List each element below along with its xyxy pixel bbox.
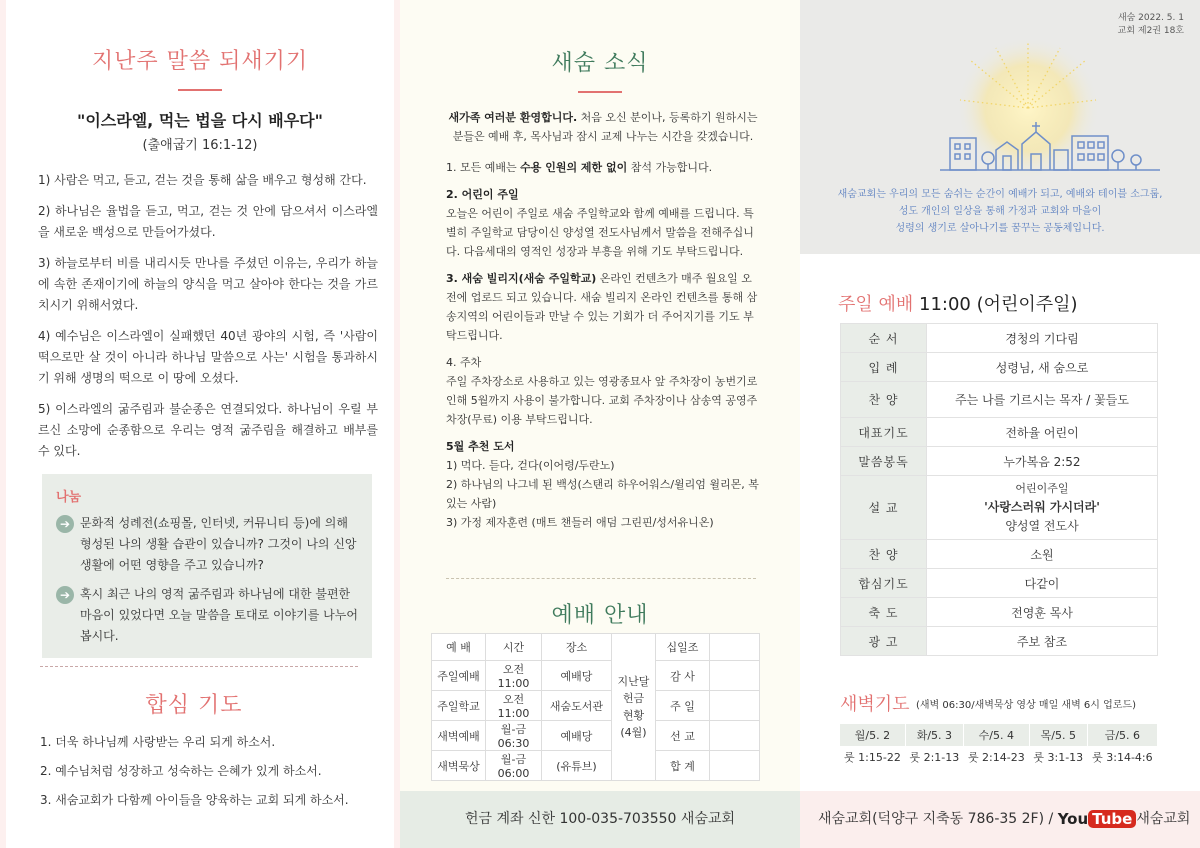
welcome-text: 처음 오신 분이나, 등록하기 원하시는 분들은 예배 후, 목사님과 잠시 교제 나누는 시간을 갖겠습니다. (452, 111, 758, 143)
news-body (446, 108, 760, 540)
day-header: 금/5. 6 (1087, 724, 1157, 746)
offering-amount (710, 721, 760, 751)
offering-amount (710, 661, 760, 691)
town-illustration-icon (800, 40, 1200, 180)
order-label: 광 고 (841, 627, 927, 656)
divider (446, 578, 756, 579)
prayer-item: 1. 더욱 하나님께 사랑받는 우리 되게 하소서. (40, 735, 276, 749)
share-box (42, 474, 372, 658)
offering-item: 합 계 (656, 751, 710, 781)
service-table (431, 633, 760, 781)
table-cell: 월-금 06:30 (486, 721, 542, 751)
prayer-list (40, 728, 370, 815)
day-header: 월/5. 2 (840, 724, 905, 746)
worship-order-table (840, 323, 1158, 656)
youtube-channel-name[interactable]: 새숨교회 (1136, 811, 1191, 827)
table-row (432, 691, 760, 721)
table-row (841, 382, 1158, 418)
church-address: 새숨교회(덕양구 지축동 786-35 2F) / (818, 811, 1054, 827)
book-list-heading: 5월 추천 도서 (446, 440, 515, 453)
recap-point: 3) 하늘로부터 비를 내리시듯 만나를 주셨던 이유는, 우리가 하늘에 속한 존재이기에 하늘의 양식을 먹고 살아야 한다는 것을 가르치시기 위해서였다. (38, 256, 378, 312)
arrow-right-icon: ➔ (56, 586, 74, 604)
issue-date: 새숨 2022. 5. 1 (1117, 13, 1184, 23)
table-row (840, 746, 1158, 768)
footer (800, 791, 1200, 848)
table-cell: 주일예배 (432, 661, 486, 691)
table-cell: 새숨도서관 (542, 691, 612, 721)
news-item (446, 158, 760, 177)
order-value: 누가복음 2:52 (927, 447, 1158, 476)
table-cell: 주일학교 (432, 691, 486, 721)
news-item-heading: 2. 어린이 주일 (446, 188, 519, 201)
scripture-cell: 룻 2:1-13 (905, 746, 963, 768)
table-row (841, 476, 1158, 540)
youtube-logo-tube: Tube (1088, 810, 1136, 828)
order-label: 말씀봉독 (841, 447, 927, 476)
offering-item: 십일조 (656, 634, 710, 661)
table-row (841, 447, 1158, 476)
table-row (432, 751, 760, 781)
welcome-note (446, 108, 760, 146)
divider (40, 666, 358, 667)
share-question: 문화적 성례전(쇼핑몰, 인터넷, 커뮤니티 등)에 의해 형성된 나의 생활 습관이 있습니까? 그것이 나의 신앙생활에 어떤 영향을 주고 있습니까? (80, 516, 357, 572)
issue-number: 교회 제2권 18호 (1117, 26, 1184, 36)
book-list (446, 437, 760, 532)
table-header-row (840, 724, 1158, 746)
worship-time: 11:00 (어린이주일) (913, 294, 1078, 315)
order-label: 합심기도 (841, 569, 927, 598)
scripture-cell: 룻 2:14-23 (963, 746, 1029, 768)
table-cell: 오전 11:00 (486, 661, 542, 691)
order-value: 전영훈 목사 (927, 598, 1158, 627)
dawn-prayer-table (840, 724, 1158, 768)
table-row (841, 324, 1158, 353)
recap-point: 2) 하나님은 율법을 듣고, 먹고, 걷는 것 안에 담으셔서 이스라엘을 새로운 백성으로 만들어가셨다. (38, 204, 378, 239)
news-item-body: 주일 주차장소로 사용하고 있는 영광종묘사 앞 주차장이 농번기로 인해 5월까지 사용이 불가합니다. 교회 주차장이나 삼송역 공영주차장(무료) 이용 부탁드립니다. (446, 375, 758, 426)
order-value: 소원 (927, 540, 1158, 569)
share-item (56, 513, 358, 576)
order-value: 다같이 (927, 569, 1158, 598)
sermon-occasion: 어린이주일 (1015, 482, 1069, 495)
offering-amount (710, 691, 760, 721)
youtube-logo-you: You (1057, 809, 1089, 828)
table-row (432, 721, 760, 751)
day-header: 수/5. 4 (963, 724, 1029, 746)
day-header: 목/5. 5 (1029, 724, 1087, 746)
scripture-reference: (출애굽기 16:1-12) (142, 138, 258, 153)
table-header-row (432, 634, 760, 661)
order-label: 설 교 (841, 476, 927, 540)
book-item: 3) 가정 제자훈련 (매트 챈들러 애덤 그린핀/성서유니온) (446, 516, 714, 529)
order-label: 찬 양 (841, 382, 927, 418)
news-item-body: 온라인 컨텐츠가 매주 월요일 오전에 업로드 되고 있습니다. 새숨 빌리지 온라인 컨텐츠를 통해 삼송지역의 어린이들과 만날 수 있는 기회가 더 주어지기를 기도 부탁드립니다. (446, 272, 758, 342)
table-cell: 월-금 06:00 (486, 751, 542, 781)
news-item (446, 269, 760, 345)
order-value: 주보 참조 (927, 627, 1158, 656)
offering-item: 감 사 (656, 661, 710, 691)
news-item (446, 185, 760, 261)
news-item-heading: 4. 주차 (446, 356, 482, 369)
book-item: 1) 먹다. 듣다, 걷다(이어령/두란노) (446, 459, 615, 472)
table-row (841, 627, 1158, 656)
offering-label: 지난달 헌금 현황 (4월) (612, 634, 656, 781)
news-text: 1. 모든 예배는 (446, 161, 521, 174)
dawn-prayer-note: (새벽 06:30/새벽묵상 영상 매일 새벽 6시 업로드) (916, 700, 1136, 711)
offering-item: 주 일 (656, 691, 710, 721)
table-cell: 오전 11:00 (486, 691, 542, 721)
scripture-cell: 룻 1:15-22 (840, 746, 905, 768)
order-label: 찬 양 (841, 540, 927, 569)
table-row (841, 598, 1158, 627)
order-label: 축 도 (841, 598, 927, 627)
news-text: 참석 가능합니다. (627, 161, 713, 174)
order-value (927, 476, 1158, 540)
prayer-item: 2. 예수님처럼 성장하고 성숙하는 은혜가 있게 하소서. (40, 764, 322, 778)
worship-title (838, 290, 1078, 316)
sermon-title: '사랑스러워 가시더라' (984, 500, 1100, 514)
preacher: 양성열 전도사 (1005, 519, 1079, 533)
column-header: 예 배 (432, 634, 486, 661)
offering-amount (710, 751, 760, 781)
order-value: 주는 나를 기르시는 목자 / 꽃들도 (927, 382, 1158, 418)
order-label: 대표기도 (841, 418, 927, 447)
table-cell: 예배당 (542, 661, 612, 691)
masthead (800, 0, 1200, 254)
table-row (841, 418, 1158, 447)
scripture-cell: 룻 3:1-13 (1029, 746, 1087, 768)
title-underline (578, 91, 622, 93)
recap-title: 지난주 말씀 되새기기 (91, 49, 309, 74)
news-item-body: 오늘은 어린이 주일로 새숨 주일학교와 함께 예배를 드립니다. 특별히 주일학교 담당이신 양성열 전도사님께서 말씀을 전해주십니다. 다음세대의 영적인 성장과 부흥을 위해 기도 부탁드립니다. (446, 207, 754, 258)
recap-points (38, 170, 378, 472)
news-section (400, 46, 800, 93)
book-item: 2) 하나님의 나그네 된 백성(스탠리 하우어워스/윌리엄 윌리몬, 복있는 사람) (446, 478, 759, 510)
motto-line: 새숨교회는 우리의 모든 숨쉬는 순간이 예배가 되고, 예배와 테이블 소그룹, (837, 189, 1163, 200)
service-title: 예배 안내 (551, 603, 649, 628)
title-underline (178, 89, 222, 91)
recap-point: 1) 사람은 먹고, 듣고, 걷는 것을 통해 삶을 배우고 형성해 간다. (38, 173, 367, 187)
recap-point: 4) 예수님은 이스라엘이 실패했던 40년 광야의 시험, 즉 '사람이 떡으로만 살 것이 아니라 하나님 말씀으로 사는' 시험을 통과하시기 위해 생명의 떡으로 이 땅에 오셨다. (38, 329, 378, 385)
table-cell: 새벽묵상 (432, 751, 486, 781)
news-title: 새숨 소식 (551, 51, 649, 76)
news-emphasis: 수용 인원의 제한 없이 (520, 161, 628, 174)
order-label: 입 례 (841, 353, 927, 382)
welcome-bold: 새가족 여러분 환영합니다. (448, 111, 578, 124)
recap-point: 5) 이스라엘의 굶주림과 불순종은 연결되었다. 하나님이 우릴 부르신 소망에 순종함으로 우리는 영적 굶주림을 해결하고 배부를 수 있다. (38, 402, 378, 458)
order-value: 경청의 기다림 (927, 324, 1158, 353)
arrow-right-icon: ➔ (56, 515, 74, 533)
worship-title-label: 주일 예배 (838, 294, 914, 315)
youtube-icon[interactable] (1058, 808, 1137, 831)
news-item (446, 353, 760, 429)
column-header: 시간 (486, 634, 542, 661)
offering-account: 헌금 계좌 신한 100-035-703550 새숨교회 (400, 791, 800, 848)
table-cell: (유튜브) (542, 751, 612, 781)
scripture-cell: 룻 3:14-4:6 (1087, 746, 1157, 768)
column-header: 장소 (542, 634, 612, 661)
order-label: 순 서 (841, 324, 927, 353)
offering-item: 선 교 (656, 721, 710, 751)
recap-section (6, 44, 394, 91)
table-row (841, 540, 1158, 569)
table-cell: 새벽예배 (432, 721, 486, 751)
prayer-item: 3. 새숨교회가 다함께 아이들을 양육하는 교회 되게 하소서. (40, 793, 349, 807)
order-value: 성령님, 새 숨으로 (927, 353, 1158, 382)
recap-panel (0, 0, 400, 848)
issue-info (1118, 12, 1184, 38)
prayer-title: 합심 기도 (145, 693, 243, 718)
offering-amount (710, 634, 760, 661)
dawn-prayer-title: 새벽기도 (840, 694, 910, 715)
order-value: 전하율 어린이 (927, 418, 1158, 447)
sermon-headline: "이스라엘, 먹는 법을 다시 배우다" (77, 111, 323, 130)
table-row (841, 569, 1158, 598)
share-question: 혹시 최근 나의 영적 굶주림과 하나님에 대한 불편한 마음이 있었다면 오늘 말씀을 토대로 이야기를 나누어봅시다. (80, 587, 358, 643)
motto-line: 성도 개인의 일상을 통해 가정과 교회와 마을이 (898, 206, 1102, 217)
table-row (841, 353, 1158, 382)
table-row (432, 661, 760, 691)
table-cell: 예배당 (542, 721, 612, 751)
day-header: 화/5. 3 (905, 724, 963, 746)
share-title: 나눔 (56, 490, 82, 505)
service-section (400, 598, 800, 629)
motto-line: 성령의 생기로 살아나기를 꿈꾸는 공동체입니다. (895, 223, 1105, 234)
share-item (56, 584, 358, 647)
prayer-section (0, 688, 388, 719)
news-item-heading: 3. 새숨 빌리지(새숨 주일학교) (446, 272, 597, 285)
church-motto (800, 186, 1200, 237)
